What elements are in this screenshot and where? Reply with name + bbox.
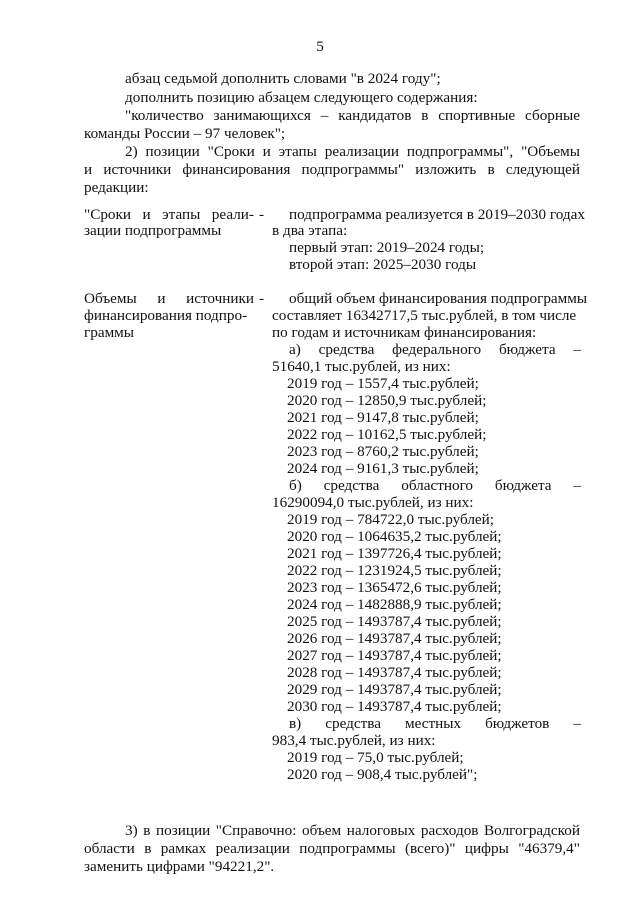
- word: позиции: [145, 143, 200, 160]
- word: –: [573, 341, 581, 358]
- word: бюджета: [494, 477, 552, 494]
- federal-year-line: 2022 год – 10162,5 тыс.рублей;: [287, 426, 487, 443]
- word: финансирования: [182, 161, 291, 178]
- word: средства: [325, 715, 381, 732]
- row1-content-line-4: второй этап: 2025–2030 годы: [289, 256, 477, 273]
- row2-intro-line-3: по годам и источникам финансирования:: [272, 324, 537, 341]
- word: "Сроки: [207, 143, 255, 160]
- regional-year-line: 2020 год – 1064635,2 тыс.рублей;: [287, 528, 502, 545]
- word: Волгоградской: [484, 822, 580, 839]
- word: б): [289, 477, 302, 494]
- paragraph-2-line-3: редакции:: [84, 179, 149, 196]
- regional-year-line: 2029 год – 1493787,4 тыс.рублей;: [287, 681, 502, 698]
- word: цифры: [464, 840, 509, 857]
- word: средства: [323, 477, 380, 494]
- word: –: [573, 477, 581, 494]
- word: реали-: [211, 206, 254, 223]
- regional-budget-heading: [289, 477, 581, 494]
- word: в: [143, 822, 151, 839]
- regional-year-line: 2022 год – 1231924,5 тыс.рублей;: [287, 562, 502, 579]
- federal-year-line: 2023 год – 8760,2 тыс.рублей;: [287, 443, 479, 460]
- word: "Сроки: [84, 206, 132, 223]
- word: 3): [125, 822, 138, 839]
- federal-budget-heading: [289, 341, 581, 358]
- federal-year-line: 2021 год – 9147,8 тыс.рублей;: [287, 409, 479, 426]
- word: средства: [318, 341, 375, 358]
- word: кандидатов: [338, 107, 412, 124]
- word: и: [262, 143, 271, 160]
- word: и: [142, 206, 151, 223]
- word: позиции: [155, 822, 211, 839]
- word: занимающихся: [213, 107, 311, 124]
- regional-year-line: 2028 год – 1493787,4 тыс.рублей;: [287, 664, 502, 681]
- word: а): [289, 341, 301, 358]
- regional-year-line: 2025 год – 1493787,4 тыс.рублей;: [287, 613, 502, 630]
- regional-year-line: 2027 год – 1493787,4 тыс.рублей;: [287, 647, 502, 664]
- word: объем: [302, 822, 342, 839]
- word: "46379,4": [518, 840, 580, 857]
- word: следующей: [505, 161, 580, 178]
- word: подпрограммы": [301, 161, 405, 178]
- regional-year-line: 2026 год – 1493787,4 тыс.рублей;: [287, 630, 502, 647]
- word: спортивные: [438, 107, 516, 124]
- row2-label-line-3: граммы: [84, 324, 134, 341]
- local-budget-total: 983,4 тыс.рублей, из них:: [272, 732, 436, 749]
- federal-year-line: 2019 год – 1557,4 тыс.рублей;: [287, 375, 479, 392]
- word: Объемы: [84, 290, 137, 307]
- word: –: [573, 715, 581, 732]
- paragraph-3-line-1: [125, 822, 580, 839]
- intro-line-4: команды России – 97 человек";: [84, 125, 286, 142]
- word: источники: [103, 161, 172, 178]
- word: "Объемы: [521, 143, 580, 160]
- row1-label-line-2: зации подпрограммы: [84, 222, 222, 239]
- regional-year-line: 2021 год – 1397726,4 тыс.рублей;: [287, 545, 502, 562]
- regional-year-line: 2019 год – 784722,0 тыс.рублей;: [287, 511, 495, 528]
- local-year-line: 2020 год – 908,4 тыс.рублей";: [287, 766, 478, 783]
- intro-line-1: абзац седьмой дополнить словами "в 2024 году";: [125, 70, 441, 87]
- word: в: [421, 107, 429, 124]
- row2-intro-line-1: общий объем финансирования подпрограммы: [289, 290, 588, 307]
- row1-label-line-1: [84, 206, 254, 223]
- word: в: [144, 840, 152, 857]
- word: источники: [186, 290, 254, 307]
- paragraph-2-line-2: [84, 161, 580, 178]
- word: изложить: [415, 161, 477, 178]
- word: –: [320, 107, 329, 124]
- word: реализации: [324, 143, 399, 160]
- local-year-line: 2019 год – 75,0 тыс.рублей;: [287, 749, 464, 766]
- word: бюджета: [498, 341, 556, 358]
- paragraph-3-line-2: [84, 840, 580, 857]
- word: областного: [401, 477, 474, 494]
- word: в): [289, 715, 302, 732]
- word: расходов: [420, 822, 479, 839]
- intro-line-3: [125, 107, 580, 124]
- row2-intro-line-2: составляет 16342717,5 тыс.рублей, в том числе: [272, 307, 577, 324]
- federal-budget-total: 51640,1 тыс.рублей, из них:: [272, 358, 451, 375]
- word: в: [487, 161, 495, 178]
- word: и: [84, 161, 93, 178]
- word: этапы: [162, 206, 201, 223]
- regional-budget-total: 16290094,0 тыс.рублей, из них:: [272, 494, 474, 511]
- word: рамках: [160, 840, 207, 857]
- row1-dash: -: [259, 206, 265, 223]
- word: сборные: [525, 107, 580, 124]
- regional-year-line: 2023 год – 1365472,6 тыс.рублей;: [287, 579, 502, 596]
- word: реализации: [215, 840, 290, 857]
- federal-year-line: 2024 год – 9161,3 тыс.рублей;: [287, 460, 479, 477]
- word: подпрограммы: [299, 840, 396, 857]
- row1-content-line-2: в два этапа:: [272, 222, 348, 239]
- word: "количество: [125, 107, 204, 124]
- word: местных: [405, 715, 462, 732]
- regional-year-line: 2024 год – 1482888,9 тыс.рублей;: [287, 596, 502, 613]
- row1-content-line-1: подпрограмма реализуется в 2019–2030 годах: [289, 206, 585, 223]
- paragraph-3-line-3: заменить цифрами "94221,2".: [84, 858, 275, 875]
- row2-label-line-2: финансирования подпро-: [84, 307, 248, 324]
- page-number: 5: [316, 38, 324, 55]
- row2-label-line-1: [84, 290, 254, 307]
- word: подпрограммы",: [406, 143, 514, 160]
- local-budget-heading: [289, 715, 581, 732]
- word: "Справочно:: [215, 822, 297, 839]
- word: 2): [125, 143, 138, 160]
- regional-year-line: 2030 год – 1493787,4 тыс.рублей;: [287, 698, 502, 715]
- word: этапы: [278, 143, 317, 160]
- row2-dash: -: [259, 290, 265, 307]
- word: (всего)": [404, 840, 456, 857]
- word: области: [84, 840, 135, 857]
- word: и: [157, 290, 166, 307]
- word: федерального: [392, 341, 482, 358]
- federal-year-line: 2020 год – 12850,9 тыс.рублей;: [287, 392, 487, 409]
- row1-content-line-3: первый этап: 2019–2024 годы;: [289, 239, 485, 256]
- word: бюджетов: [485, 715, 550, 732]
- word: налоговых: [346, 822, 416, 839]
- intro-line-2: дополнить позицию абзацем следующего содержания:: [125, 89, 478, 106]
- paragraph-2-line-1: [125, 143, 580, 160]
